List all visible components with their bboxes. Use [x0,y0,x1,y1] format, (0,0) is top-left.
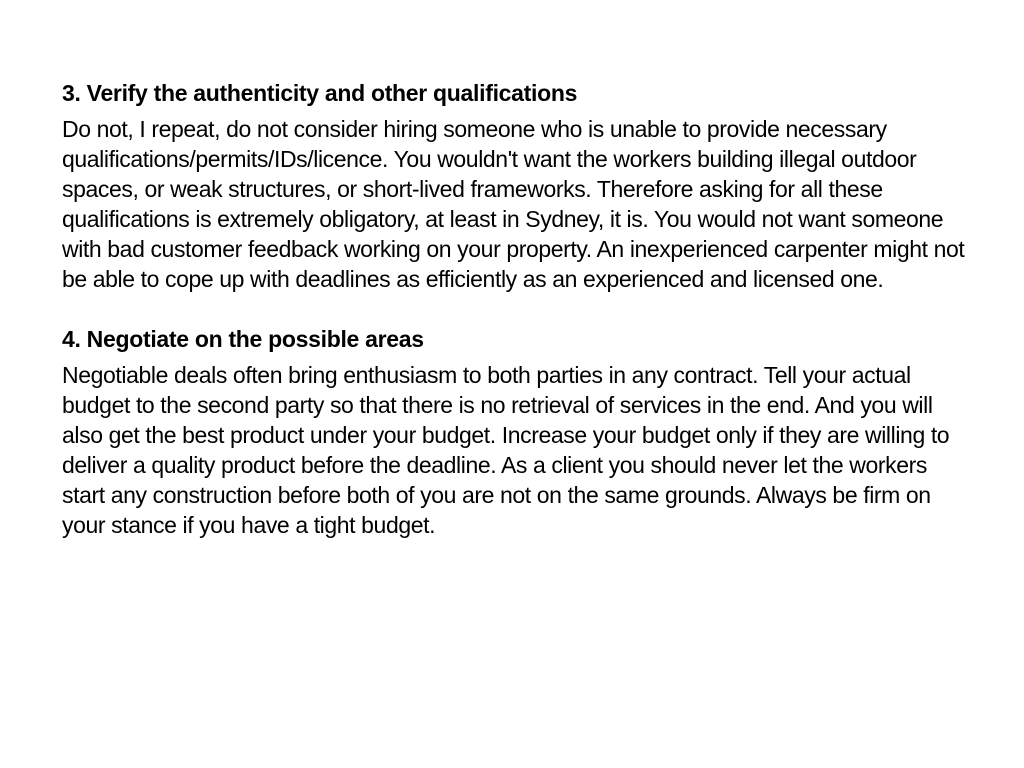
section-verify-qualifications [62,78,967,294]
section-heading: 4. Negotiate on the possible areas [62,326,424,352]
section-heading: 3. Verify the authenticity and other qualifications [62,80,578,106]
section-body: Do not, I repeat, do not consider hiring someone who is unable to provide necessary qualifications/permits/IDs/licence. You wouldn't want the workers building illegal outdoor spaces, or weak structures, or short-lived frameworks. Therefore asking for all these qualifications is extremely obligatory, at least in Sydney, it is. You would not want someone with bad customer feedback working on your property. An inexperienced carpenter might not be able to cope up with deadlines as efficiently as an experienced and licensed one. [62,116,965,292]
section-body: Negotiable deals often bring enthusiasm to both parties in any contract. Tell your actual budget to the second party so that there is no retrieval of services in the end. And you will also get the best product under your budget. Increase your budget only if they are willing to deliver a quality product before the deadline. As a client you should never let the workers start any construction before both of you are not on the same grounds. Always be firm on your stance if you have a tight budget. [62,362,950,538]
section-negotiate [62,324,967,540]
slide-content [62,78,967,540]
